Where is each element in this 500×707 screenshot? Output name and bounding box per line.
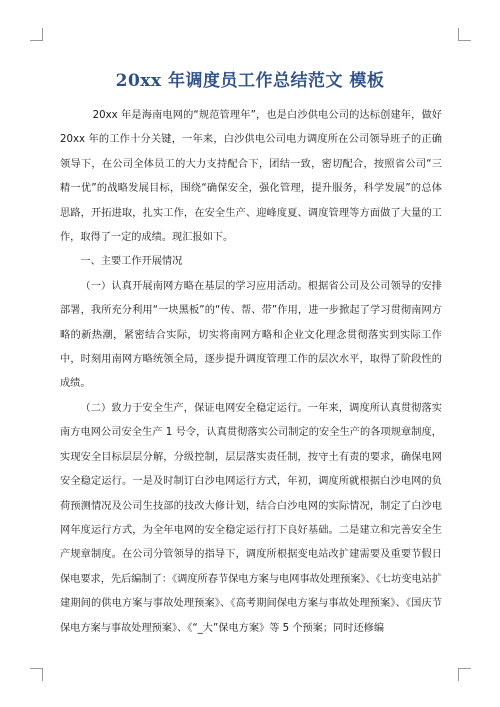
crop-mark-top-left xyxy=(30,28,43,41)
crop-mark-top-right xyxy=(458,28,471,41)
intro-paragraph: 20xx 年是海南电网的“规范管理年”，也是白沙供电公司的达标创建年，做好 20xx 年的工作十分关键，一年来，白沙供电公司电力调度所在公司领导班子的正确领导下，在公司全体员工的大力支持配合下，团结一致，密切配合，按照省公司“三精一优”的战略发展目标，围绕“确保安全，强化管理，提升服务，科学发展”的总体思路，开拓进取，扎实工作，在安全生产、迎峰度夏、调度管理等方面做了大量的工作，取得了一定的成绩。现汇报如下。 xyxy=(60,110,442,244)
crop-mark-bottom-left xyxy=(30,668,43,681)
section-heading: 一、主要工作开展情况 xyxy=(80,256,183,268)
body-paragraph: （二）致力于安全生产，保证电网安全稳定运行。一年来，调度所认真贯彻落实南方电网公司安全生产 1 号令，认真贯彻落实公司制定的安全生产的各项规章制度，实现安全目标层层分解，分级控制，层层落实责任制，按守土有责的要求，确保电网安全稳定运行。一是及时制订白沙电网运行方式，年初，调度所就根据白沙电网的负荷预测情况及公司生技部的技改大修计划，结合白沙电网的实际情况，制定了白沙电网年度运行方式，为全年电网的安全稳定运行打下良好基础。二是建立和完善安全生产规章制度。在公司分管领导的指导下，调度所根据变电站改扩建需要及重要节假日保电要求，先后编制了：《调度所春节保电方案与电网事故处理预案》、《七坊变电站扩建期间的供电方案与事故处理预案》、《高考期间保电方案与事故处理预案》、《国庆节保电方案与事故处理预案》、《“_大”保电方案》等 5 个预案；同时还修编 xyxy=(60,402,443,634)
document-body xyxy=(60,104,442,641)
crop-mark-bottom-right xyxy=(458,668,471,681)
body-paragraph: （一）认真开展南网方略在基层的学习应用活动。根据省公司及公司领导的安排部署，我所充分利用“一块黑板”的“传、帮、带”作用，进一步掀起了学习贯彻南网方略的新热潮，紧密结合实际，切实将南网方略和企业文化理念贯彻落实到实际工作中，时刻用南网方略统领全局，逐步提升调度管理工作的层次水平，取得了阶段性的成绩。 xyxy=(60,280,442,390)
document-title: 20xx 年调度员工作总结范文 模板 xyxy=(115,71,385,91)
